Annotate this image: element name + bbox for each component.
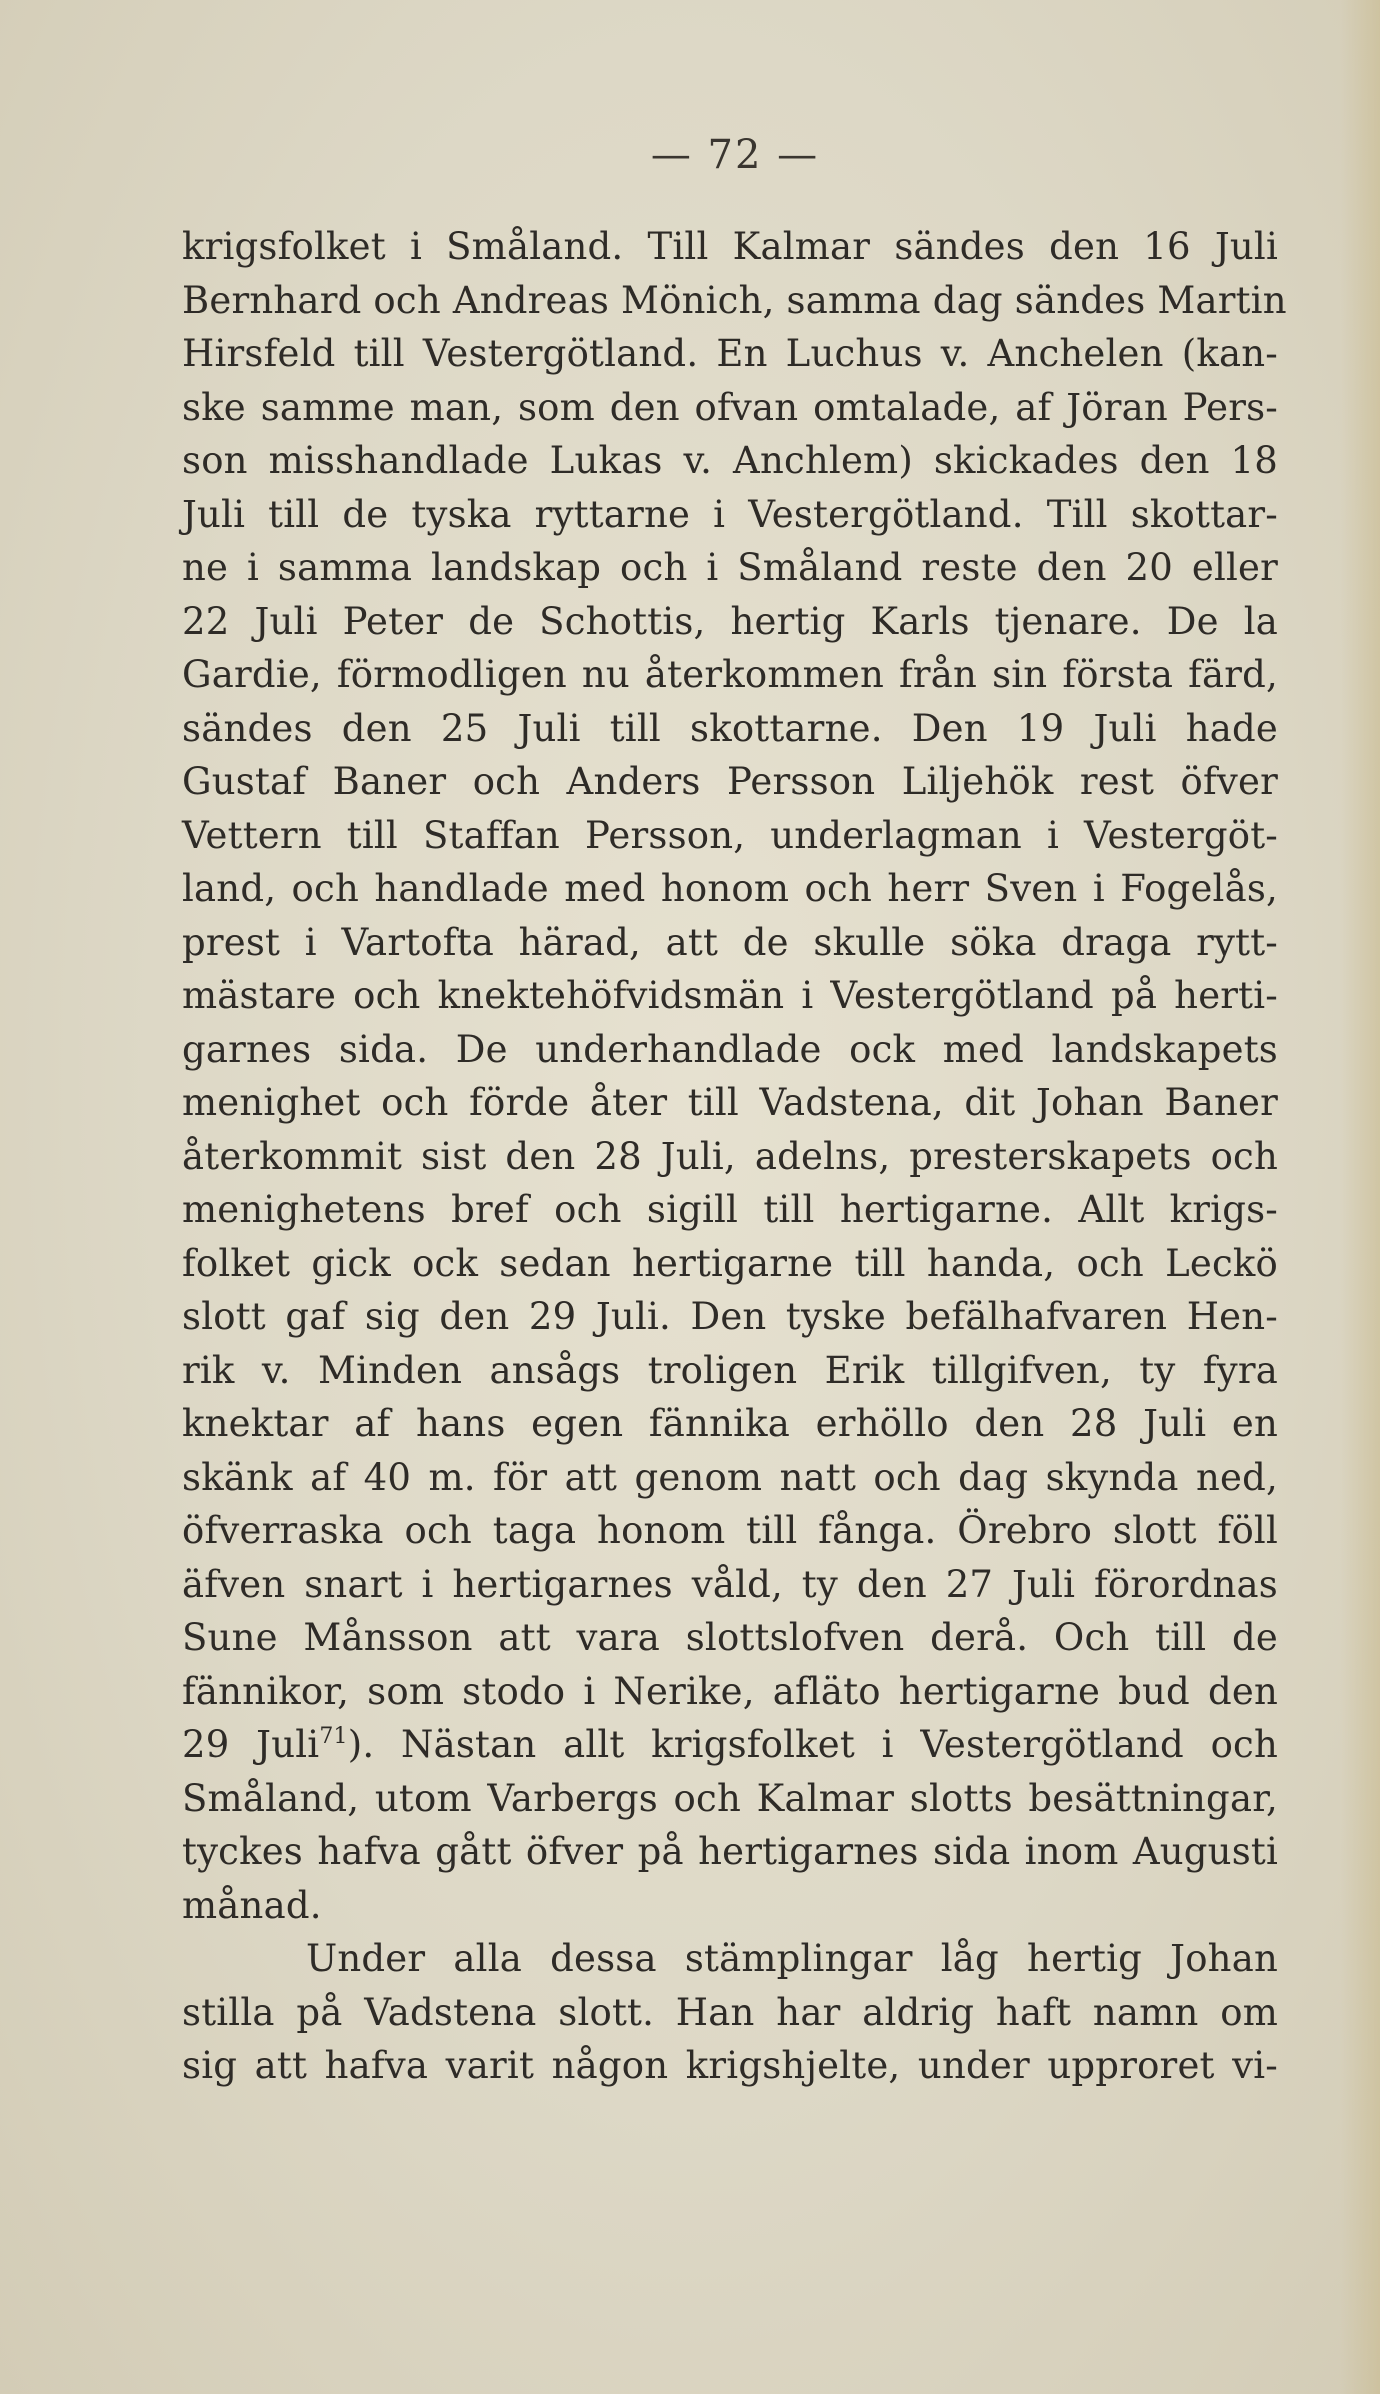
paragraph-start-line: Under alla dessa stämplingar låg hertig Johan <box>306 1937 1278 1980</box>
text-line: skänk af 40 m. för att genom natt och dag skynda ned, <box>182 1455 1278 1499</box>
footnote-reference[interactable]: 71 <box>319 1724 348 1749</box>
text-line: menighetens bref och sigill till hertigarne. Allt krigs- <box>182 1188 1278 1231</box>
text-line: Gustaf Baner och Anders Persson Liljehök rest öfver <box>182 760 1278 803</box>
text-line: stilla på Vadstena slott. Han har aldrig haft namn om <box>182 1990 1278 2034</box>
text-line: folket gick ock sedan hertigarne till handa, och Leckö <box>182 1241 1278 1285</box>
text-line: Hirsfeld till Vestergötland. En Luchus v. Anchelen (kan- <box>182 332 1278 375</box>
text-line: återkommit sist den 28 Juli, adelns, presterskapets och <box>182 1134 1278 1178</box>
page-edge-shadow <box>1340 0 1380 2394</box>
text-line: Juli till de tyska ryttarne i Vestergötland. Till skottar- <box>182 492 1278 536</box>
text-fragment: ). Nästan allt krigsfolket i Vestergötland och <box>347 1723 1278 1766</box>
text-line: menighet och förde åter till Vadstena, dit Johan Baner <box>182 1081 1278 1124</box>
text-line: garnes sida. De underhandlade ock med landskapets <box>182 1027 1278 1071</box>
text-line: knektar af hans egen fännika erhöllo den 28 Juli en <box>182 1402 1278 1445</box>
text-line: tyckes hafva gått öfver på hertigarnes sida inom Augusti <box>182 1830 1278 1873</box>
text-line: son misshandlade Lukas v. Anchlem) skickades den 18 <box>182 439 1278 482</box>
text-line: ske samme man, som den ofvan omtalade, af Jöran Pers- <box>182 385 1278 429</box>
body-text <box>182 220 1287 2093</box>
text-line: rik v. Minden ansågs troligen Erik tillgifven, ty fyra <box>182 1348 1278 1392</box>
text-line: öfverraska och taga honom till fånga. Örebro slott föll <box>182 1509 1278 1552</box>
text-line: äfven snart i hertigarnes våld, ty den 27 Juli förordnas <box>182 1562 1278 1606</box>
text-line: sändes den 25 Juli till skottarne. Den 19 Juli hade <box>182 706 1278 750</box>
text-line: Bernhard och Andreas Mönich, samma dag sändes Martin <box>182 278 1287 322</box>
page-number: — 72 — <box>650 132 820 178</box>
text-line: Småland, utom Varbergs och Kalmar slotts besättningar, <box>182 1776 1278 1820</box>
text-line: Vettern till Staffan Persson, underlagman i Vestergöt- <box>182 813 1278 857</box>
text-line: ne i samma landskap och i Småland reste den 20 eller <box>182 546 1278 589</box>
text-line-with-footnote <box>182 1718 1278 1772</box>
text-line: sig att hafva varit någon krigshjelte, under upproret vi- <box>182 2044 1278 2087</box>
text-line: Gardie, förmodligen nu återkommen från sin första färd, <box>182 653 1278 696</box>
text-line: fännikor, som stodo i Nerike, afläto hertigarne bud den <box>182 1669 1278 1713</box>
text-line: Sune Månsson att vara slottslofven derå. Och till de <box>182 1616 1278 1659</box>
text-line: 22 Juli Peter de Schottis, hertig Karls tjenare. De la <box>182 599 1278 643</box>
text-line: krigsfolket i Småland. Till Kalmar sändes den 16 Juli <box>182 225 1278 268</box>
text-line: mästare och knektehöfvidsmän i Vestergötland på herti- <box>182 974 1278 1017</box>
text-line: prest i Vartofta härad, att de skulle söka draga rytt- <box>182 920 1278 964</box>
text-line: slott gaf sig den 29 Juli. Den tyske befälhafvaren Hen- <box>182 1295 1278 1338</box>
paragraph-end-line: månad. <box>182 1883 322 1927</box>
text-line: land, och handlade med honom och herr Sven i Fogelås, <box>182 867 1278 910</box>
text-fragment: 29 Juli <box>182 1723 320 1766</box>
